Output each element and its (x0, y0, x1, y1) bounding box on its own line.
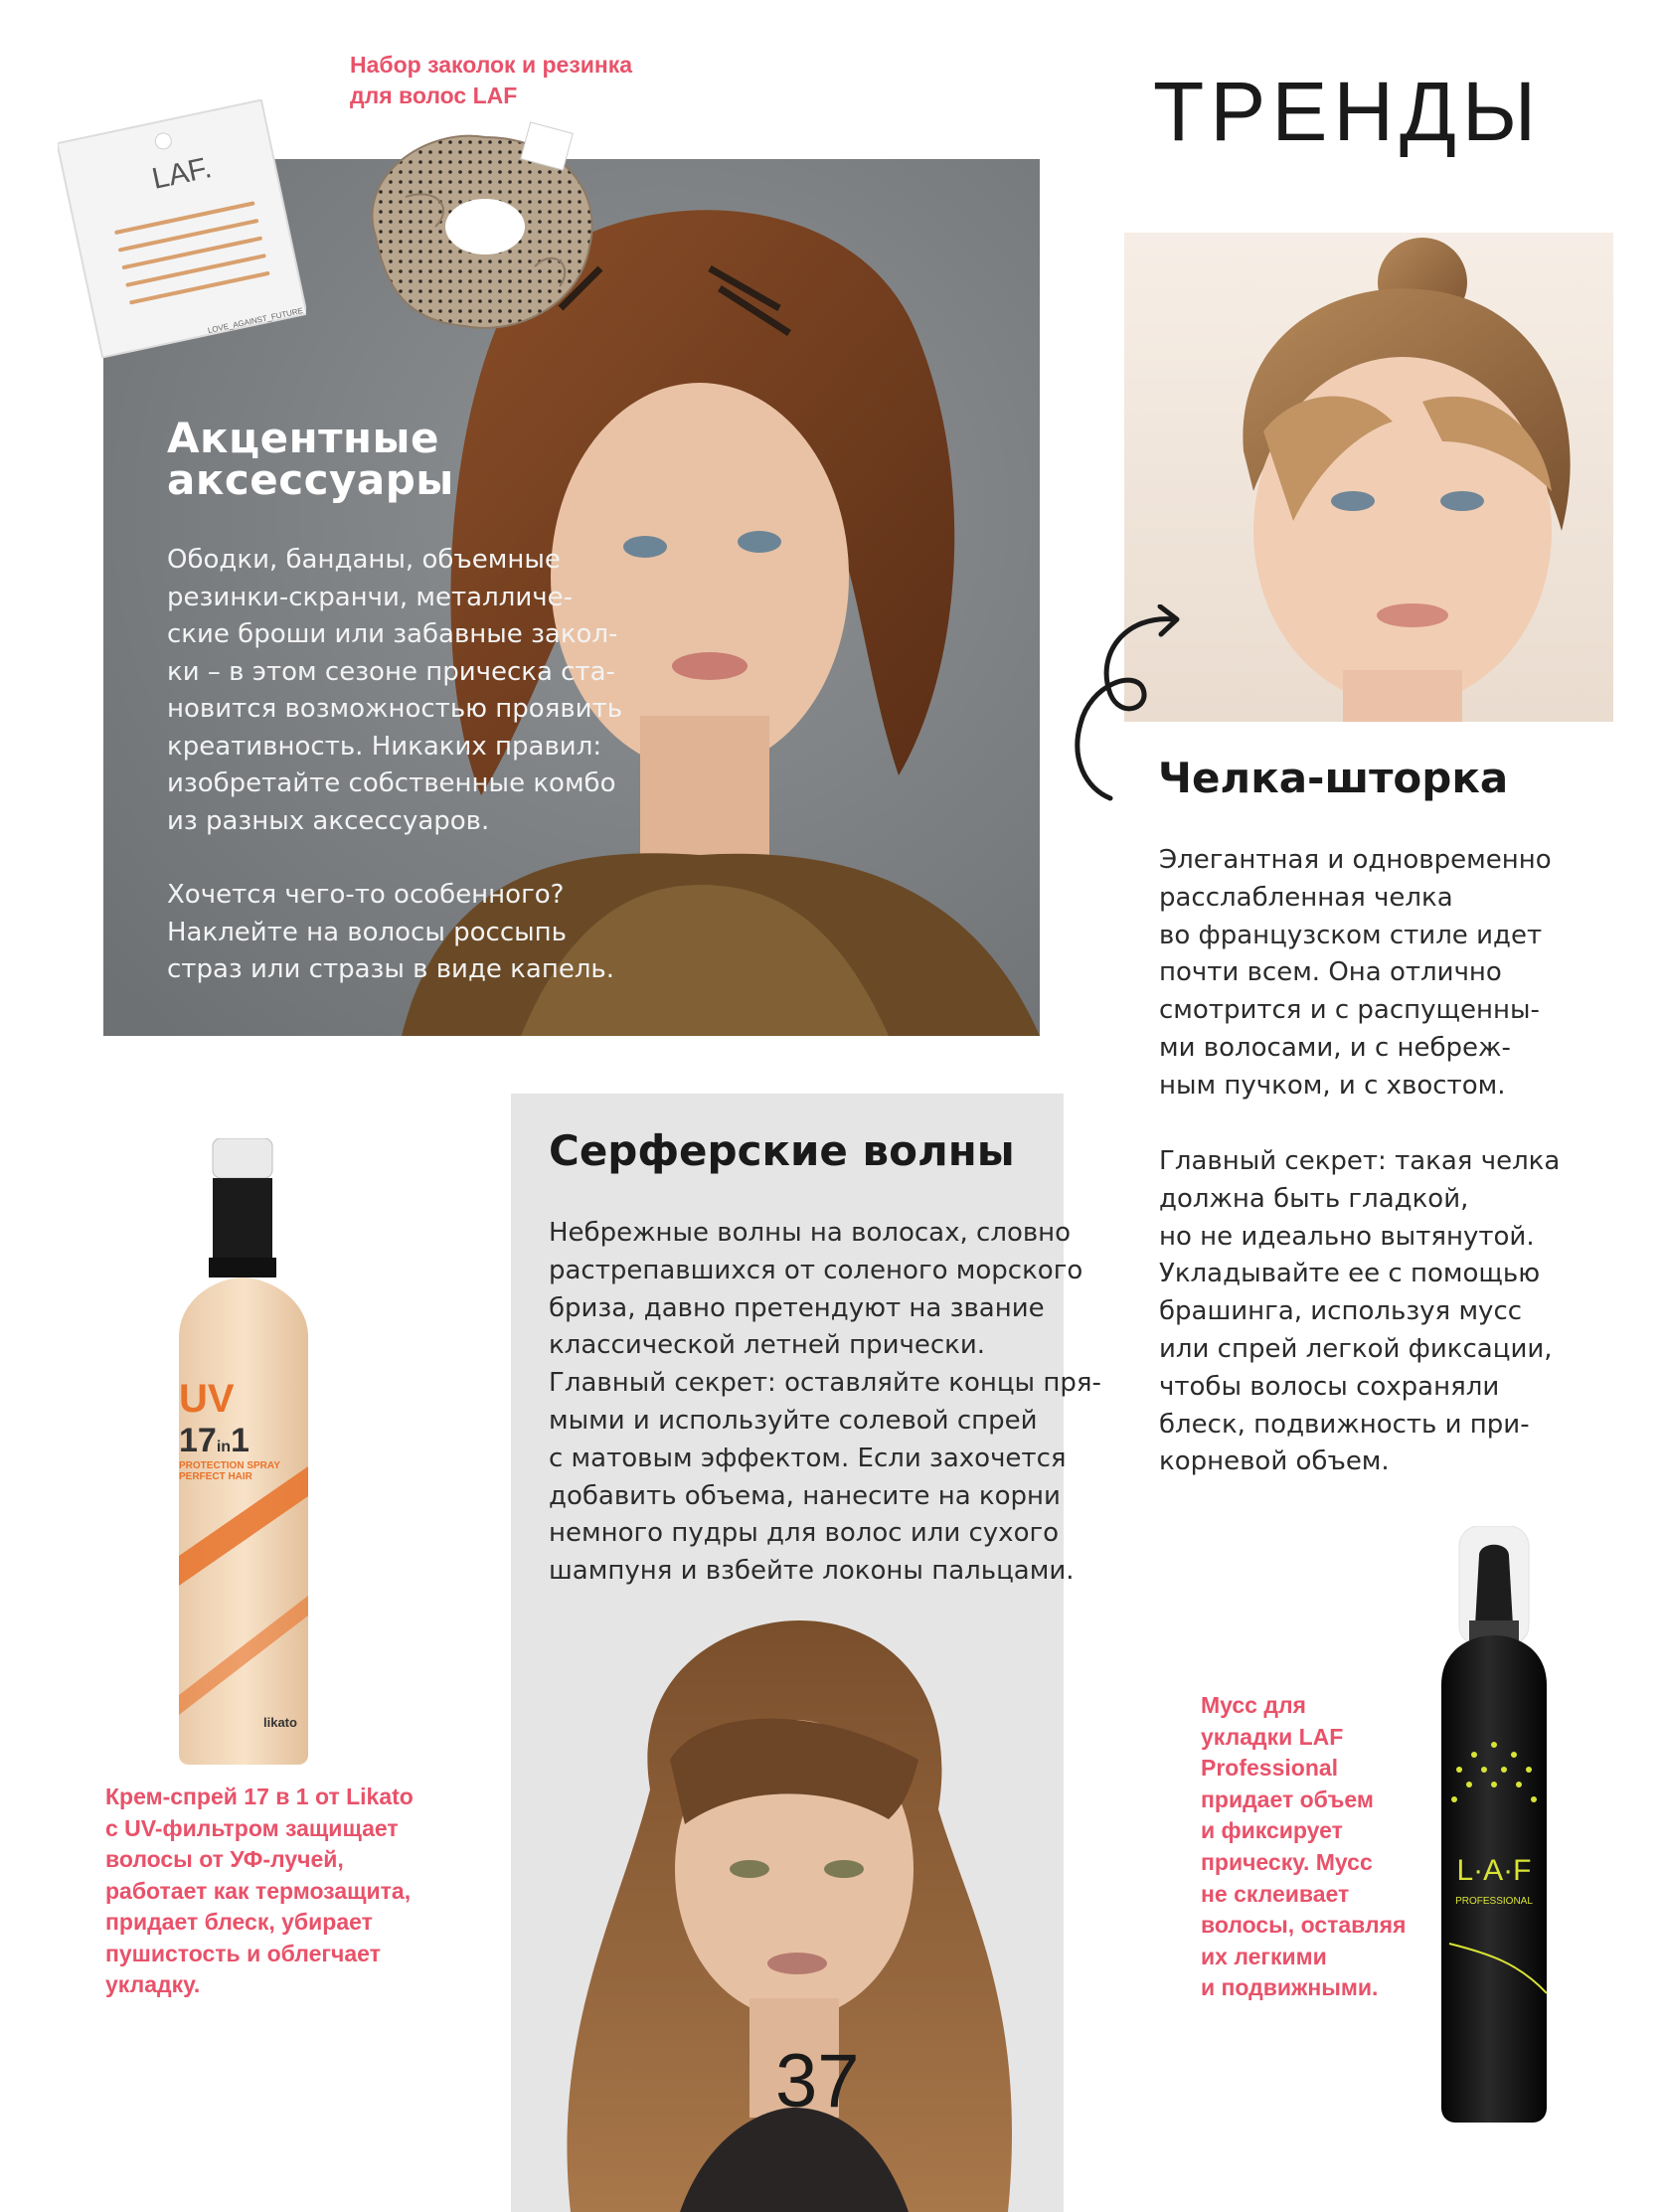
caption-line: их легкими (1201, 1943, 1327, 1969)
text-line: но не идеально вытянутой. (1159, 1221, 1535, 1252)
clip-card-logo: LAF. (149, 151, 215, 196)
surf-body (549, 1215, 1101, 1591)
text-line: смотрится и с распущенны- (1159, 995, 1540, 1026)
text-line: или спрей легкой фиксации, (1159, 1333, 1553, 1364)
spray-label-1: 1 (231, 1422, 249, 1459)
text-line: Главный секрет: оставляйте концы пря- (549, 1368, 1101, 1399)
text-line: Укладывайте ее с помощью (1159, 1259, 1541, 1289)
text-line: Элегантная и одновременно (1159, 845, 1552, 875)
scrunchie-product (346, 117, 614, 346)
caption-line: Мусс для (1201, 1692, 1306, 1718)
caption-line: укладку. (105, 1971, 201, 1997)
text-line: должна быть гладкой, (1159, 1183, 1469, 1214)
caption-line: прическу. Мусс (1201, 1848, 1373, 1875)
surf-heading: Серферские волны (549, 1126, 1015, 1175)
mousse-brand-sub: PROFESSIONAL (1455, 1896, 1533, 1907)
text-line: Хочется чего-то особенного? (167, 880, 565, 910)
text-line: изобретайте собственные комбо (167, 768, 616, 798)
text-line: страз или стразы в виде капель. (167, 954, 615, 984)
caption-line: и подвижными. (1201, 1974, 1379, 2001)
text-line: во французском стиле идет (1159, 920, 1543, 950)
page-number: 37 (775, 2039, 860, 2124)
caption-line: придает блеск, убирает (105, 1909, 373, 1935)
spray-label-sub-2: PERFECT HAIR (179, 1471, 252, 1482)
text-line: Главный секрет: такая челка (1159, 1146, 1561, 1176)
text-line: немного пудры для волос или сухого (549, 1518, 1060, 1549)
text-line: ские броши или забавные закол- (167, 619, 618, 649)
text-line: резинки-скранчи, металличе- (167, 582, 573, 612)
bangs-body-1 (1159, 842, 1596, 1106)
mousse-brand: L·A·F (1456, 1854, 1532, 1887)
text-line: чтобы волосы сохраняли (1159, 1371, 1500, 1402)
text-line: растрепавшихся от соленого морского (549, 1255, 1083, 1285)
spray-label-17: 17 (179, 1422, 217, 1459)
caption-line: придает объем (1201, 1786, 1374, 1812)
caption-line: не склеивает (1201, 1880, 1350, 1907)
text-line: новится возможностью проявить (167, 694, 623, 724)
text-line: Ободки, банданы, объемные (167, 545, 561, 575)
text-line: креативность. Никаких правил: (167, 731, 602, 762)
text-line: Наклейте на волосы россыпь (167, 917, 567, 947)
text-line: Небрежные волны на волосах, словно (549, 1218, 1072, 1248)
mousse-caption (1201, 1690, 1439, 2004)
text-line: с матовым эффектом. Если захочется (549, 1443, 1067, 1473)
caption-line: Набор заколок и резинка (350, 52, 633, 78)
spray-caption (105, 1782, 463, 2001)
caption-line: Крем-спрей 17 в 1 от Likato (105, 1784, 414, 1809)
bangs-heading: Челка-шторка (1158, 754, 1509, 802)
caption-line: работает как термозащита, (105, 1877, 412, 1904)
text-line: блеск, подвижность и при- (1159, 1409, 1530, 1440)
section-title: ТРЕНДЫ (1153, 65, 1543, 158)
caption-line: с UV-фильтром защищает (105, 1814, 399, 1841)
mousse-can-product (1429, 1526, 1559, 2123)
text-line: корневой объем. (1159, 1446, 1390, 1477)
accessories-heading-line: Акцентные (167, 414, 439, 462)
spray-label-in: in (216, 1439, 232, 1455)
spray-bottle-product (149, 1138, 348, 1765)
accessories-heading-line: аксессуары (167, 455, 454, 504)
caption-line: для волос LAF (350, 83, 518, 108)
clip-card-product (58, 99, 306, 358)
caption-line: волосы, оставляя (1201, 1912, 1407, 1939)
spray-label (179, 1377, 308, 1482)
caption-line: и фиксирует (1201, 1817, 1343, 1844)
accessories-body-2 (167, 877, 634, 989)
text-line: шампуня и взбейте локоны пальцами. (549, 1556, 1075, 1587)
spray-brand: likato (263, 1715, 297, 1730)
text-line: брашинга, используя мусс (1159, 1296, 1523, 1327)
spray-label-uv: UV (179, 1377, 235, 1421)
text-line: классической летней прически. (549, 1330, 986, 1361)
text-line: мыми и используйте солевой спрей (549, 1405, 1038, 1436)
text-line: из разных аксессуаров. (167, 805, 490, 836)
text-line: ки – в этом сезоне прическа ста- (167, 656, 615, 687)
accessories-heading (167, 414, 584, 504)
clip-set-caption (350, 50, 688, 111)
caption-line: волосы от УФ-лучей, (105, 1846, 344, 1872)
text-line: ми волосами, и с небреж- (1159, 1032, 1511, 1063)
caption-line: укладки LAF (1201, 1723, 1344, 1750)
bangs-body-2 (1159, 1143, 1596, 1481)
text-line: добавить объема, нанесите на корни (549, 1480, 1061, 1511)
caption-line: Professional (1201, 1755, 1339, 1782)
accessories-body-1 (167, 542, 634, 840)
caption-line: пушистость и облегчает (105, 1940, 381, 1966)
spray-label-sub-1: PROTECTION SPRAY (179, 1460, 280, 1471)
clip-card-tag: LOVE_AGAINST_FUTURE (207, 305, 304, 336)
text-line: расслабленная челка (1159, 882, 1453, 913)
bangs-photo (1124, 233, 1613, 722)
text-line: ным пучком, и с хвостом. (1159, 1070, 1506, 1101)
text-line: бриза, давно претендуют на звание (549, 1292, 1045, 1323)
text-line: почти всем. Она отлично (1159, 957, 1502, 988)
